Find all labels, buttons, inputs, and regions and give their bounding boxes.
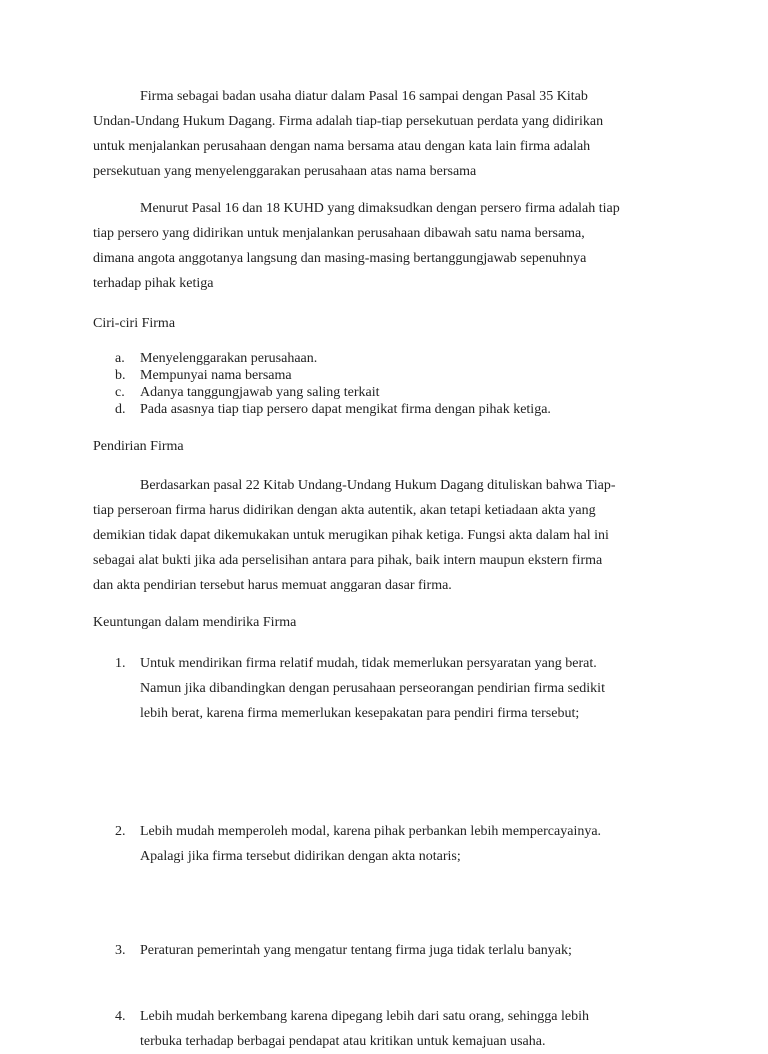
list-marker: d.	[115, 402, 126, 417]
text-line: persekutuan yang menyelenggarakan perusahaan atas nama bersama	[93, 164, 477, 179]
list-text: Menyelenggarakan perusahaan.	[140, 351, 318, 366]
list-marker: c.	[115, 385, 125, 400]
list-item	[93, 819, 720, 869]
list-marker: b.	[115, 368, 126, 383]
list-item	[93, 1004, 720, 1054]
list-marker: 3.	[115, 943, 126, 958]
text-line: Namun jika dibandingkan dengan perusahaan perseorangan pendirian firma sedikit	[140, 681, 605, 696]
list-marker: 4.	[115, 1009, 126, 1024]
list-marker: 1.	[115, 656, 126, 671]
text-line: Apalagi jika firma tersebut didirikan dengan akta notaris;	[140, 849, 461, 864]
list-item	[93, 384, 673, 401]
paragraph-firma-definition	[93, 84, 673, 184]
list-text: Pada asasnya tiap tiap persero dapat mengikat firma dengan pihak ketiga.	[140, 402, 551, 417]
text-line: Undan-Undang Hukum Dagang. Firma adalah tiap-tiap persekutuan perdata yang didirikan	[93, 114, 604, 129]
text-line: terhadap pihak ketiga	[93, 276, 214, 291]
list-text: Mempunyai nama bersama	[140, 368, 292, 383]
text-line: dimana angota anggotanya langsung dan masing-masing bertanggungjawab sepenuhnya	[93, 251, 587, 266]
list-text: Adanya tanggungjawab yang saling terkait	[140, 385, 380, 400]
text-line: tiap persero yang didirikan untuk menjalankan perusahaan dibawah satu nama bersama,	[93, 226, 585, 241]
text-line: Peraturan pemerintah yang mengatur tentang firma juga tidak terlalu banyak;	[140, 943, 572, 958]
text-line: dan akta pendirian tersebut harus memuat anggaran dasar firma.	[93, 578, 452, 593]
text-line: Berdasarkan pasal 22 Kitab Undang-Undang Hukum Dagang dituliskan bahwa Tiap-	[140, 478, 616, 493]
text-line: untuk menjalankan perusahaan dengan nama bersama atau dengan kata lain firma adalah	[93, 139, 591, 154]
text-line: Firma sebagai badan usaha diatur dalam Pasal 16 sampai dengan Pasal 35 Kitab	[140, 89, 588, 104]
paragraph-kuhd	[93, 196, 673, 296]
text-line: Menurut Pasal 16 dan 18 KUHD yang dimaksudkan dengan persero firma adalah tiap	[140, 201, 620, 216]
list-item	[93, 651, 720, 726]
list-item	[93, 350, 673, 367]
list-marker: a.	[115, 351, 125, 366]
text-line: Untuk mendirikan firma relatif mudah, tidak memerlukan persyaratan yang berat.	[140, 656, 597, 671]
text-line: terbuka terhadap berbagai pendapat atau kritikan untuk kemajuan usaha.	[140, 1034, 546, 1049]
text-line: sebagai alat bukti jika ada perselisihan antara para pihak, baik intern maupun ekstern firma	[93, 553, 603, 568]
text-line: tiap perseroan firma harus didirikan dengan akta autentik, akan tetapi ketiadaan akta yang	[93, 503, 596, 518]
heading-keuntungan: Keuntungan dalam mendirika Firma	[93, 615, 297, 630]
text-line: lebih berat, karena firma memerlukan kesepakatan para pendiri firma tersebut;	[140, 706, 580, 721]
list-item	[93, 938, 720, 963]
paragraph-pendirian	[93, 473, 673, 598]
text-line: demikian tidak dapat dikemukakan untuk merugikan pihak ketiga. Fungsi akta dalam hal ini	[93, 528, 609, 543]
text-line: Lebih mudah memperoleh modal, karena pihak perbankan lebih mempercayainya.	[140, 824, 602, 839]
text-line: Lebih mudah berkembang karena dipegang lebih dari satu orang, sehingga lebih	[140, 1009, 590, 1024]
list-item	[93, 367, 673, 384]
heading-ciri-ciri: Ciri-ciri Firma	[93, 316, 176, 331]
ciri-list	[93, 350, 673, 418]
list-item	[93, 401, 673, 418]
heading-pendirian: Pendirian Firma	[93, 439, 184, 454]
list-marker: 2.	[115, 824, 126, 839]
